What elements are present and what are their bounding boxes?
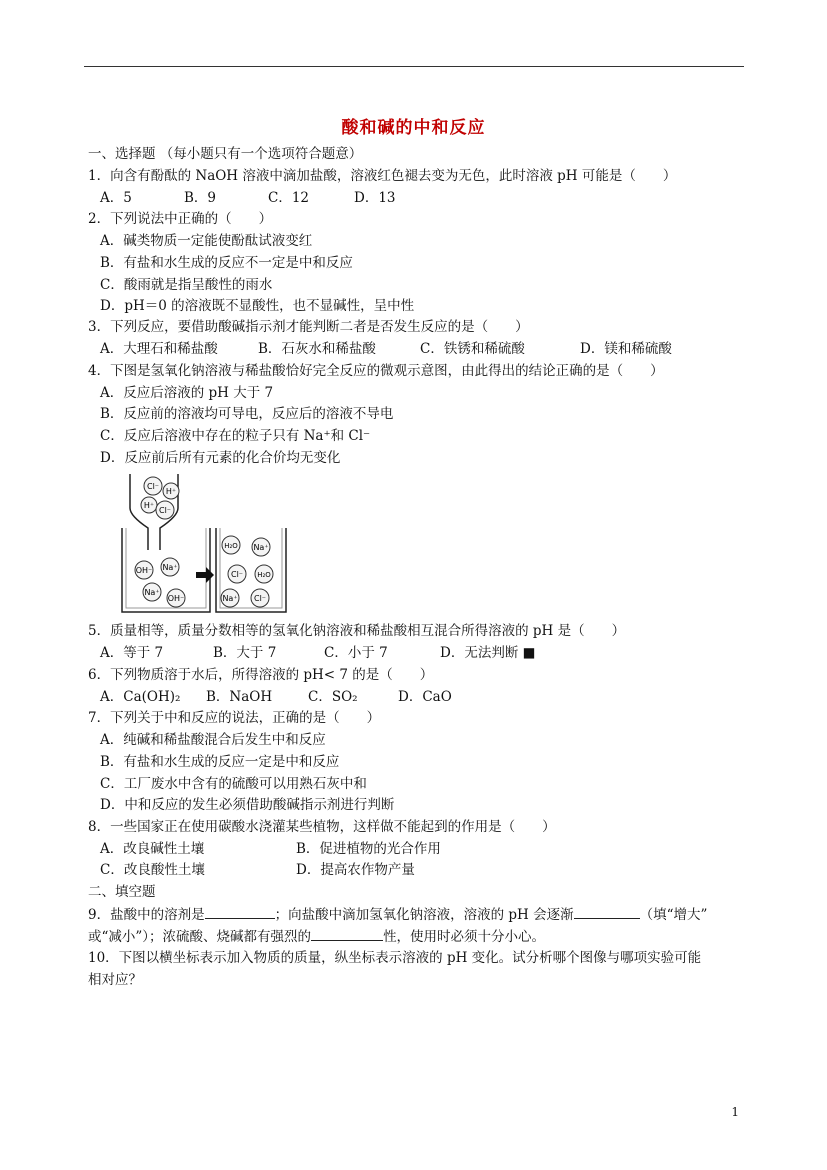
- svg-text:H⁺: H⁺: [143, 501, 155, 510]
- q7-option-c: C．工厂废水中含有的硫酸可以用熟石灰中和: [100, 776, 367, 792]
- q9-text-2: ；向盐酸中滴加氢氧化钠溶液，溶液的 pH 会逐渐: [274, 907, 574, 923]
- q6-option-d: D．CaO: [398, 689, 452, 705]
- q9-blank-1[interactable]: [205, 905, 275, 919]
- section-heading-fill: 二、填空题: [88, 884, 156, 900]
- page-number: 1: [731, 1105, 739, 1119]
- q3-option-a: A．大理石和稀盐酸: [100, 341, 218, 357]
- page-title: 酸和碱的中和反应: [341, 118, 486, 138]
- right-ion-1: [222, 536, 240, 554]
- funnel-ion-4: [156, 501, 174, 519]
- q3-option-b: B．石灰水和稀盐酸: [258, 341, 376, 357]
- q8-options-row1: [100, 840, 441, 858]
- q9-text-1: 9．盐酸中的溶剂是: [88, 907, 205, 923]
- q7-option-a: A．纯碱和稀盐酸混合后发生中和反应: [100, 732, 326, 748]
- svg-text:H⁺: H⁺: [165, 487, 177, 496]
- q3-option-d: D．镁和稀硫酸: [580, 341, 672, 357]
- q9-text-3: （填“增大”: [639, 907, 708, 923]
- q8-stem: 8．一些国家正在使用碳酸水浇灌某些植物，这样做不能起到的作用是（ ）: [88, 819, 556, 835]
- left-ion-3: [143, 583, 161, 601]
- q6-option-b: B．NaOH: [206, 689, 273, 705]
- arrow-icon: [196, 567, 214, 583]
- svg-text:Na⁺: Na⁺: [222, 594, 238, 603]
- left-ion-4: [167, 589, 185, 607]
- q4-stem: 4．下图是氢氧化钠溶液与稀盐酸恰好完全反应的微观示意图，由此得出的结论正确的是（ ）: [88, 363, 664, 379]
- q1-option-a: A．5: [100, 190, 132, 206]
- q6-option-c: C．SO₂: [308, 689, 358, 705]
- funnel-ion-3: [141, 497, 157, 513]
- q9-text-4: 或“减小”）；浓硫酸、烧碱都有强烈的: [88, 929, 312, 945]
- q9-text-5: 性，使用时必须十分小心。: [383, 929, 546, 945]
- q6-option-a: A．Ca(OH)₂: [100, 689, 181, 705]
- q2-option-a: A．碱类物质一定能使酚酞试液变红: [100, 233, 313, 249]
- q10-line2: 相对应？: [88, 972, 142, 988]
- funnel-ion-2: [163, 483, 179, 499]
- q1-options: [100, 189, 396, 207]
- q2-option-c: C．酸雨就是指呈酸性的雨水: [100, 277, 273, 293]
- svg-text:Na⁺: Na⁺: [253, 543, 269, 552]
- q8-option-b: B．促进植物的光合作用: [296, 841, 441, 857]
- svg-text:Cl⁻: Cl⁻: [253, 594, 267, 603]
- q5-option-a: A．等于 7: [100, 645, 164, 661]
- svg-text:OH⁻: OH⁻: [135, 566, 153, 575]
- svg-text:Cl⁻: Cl⁻: [230, 570, 244, 579]
- svg-text:Na⁺: Na⁺: [162, 563, 178, 572]
- section-heading-choice: 一、选择题 （每小题只有一个选项符合题意）: [88, 146, 363, 162]
- left-ion-1: [135, 561, 153, 579]
- q5-option-c: C．小于 7: [324, 645, 388, 661]
- svg-text:Cl⁻: Cl⁻: [158, 506, 172, 515]
- q4-option-d: D．反应前后所有元素的化合价均无变化: [100, 450, 341, 466]
- q9-blank-3[interactable]: [311, 927, 383, 941]
- q7-option-d: D．中和反应的发生必须借助酸碱指示剂进行判断: [100, 797, 395, 813]
- q1-stem: 1．向含有酚酞的 NaOH 溶液中滴加盐酸，溶液红色褪去变为无色，此时溶液 pH 可能是（ ）: [88, 168, 677, 184]
- q8-options-row2: [100, 861, 415, 879]
- right-ion-5: [221, 589, 239, 607]
- svg-text:H₂O: H₂O: [257, 571, 271, 579]
- q5-option-b: B．大于 7: [213, 645, 277, 661]
- svg-text:Cl⁻: Cl⁻: [146, 482, 160, 491]
- q4-option-c: C．反应后溶液中存在的粒子只有 Na⁺和 Cl⁻: [100, 428, 371, 444]
- funnel-ion-1: [144, 477, 162, 495]
- q6-stem: 6．下列物质溶于水后，所得溶液的 pH< 7 的是（ ）: [88, 667, 434, 683]
- q9-line2: [88, 927, 545, 946]
- q1-option-b: B．9: [184, 190, 217, 206]
- left-ion-2: [161, 558, 179, 576]
- q4-option-b: B．反应前的溶液均可导电，反应后的溶液不导电: [100, 406, 394, 422]
- right-ion-6: [251, 589, 269, 607]
- q3-options: [100, 340, 672, 358]
- q7-stem: 7．下列关于中和反应的说法，正确的是（ ）: [88, 710, 381, 726]
- q3-option-c: C．铁锈和稀硫酸: [420, 341, 525, 357]
- q6-options: [100, 688, 452, 706]
- q2-stem: 2．下列说法中正确的（ ）: [88, 211, 273, 227]
- svg-text:H₂O: H₂O: [224, 542, 238, 550]
- q5-option-d: D．无法判断 ■: [440, 645, 536, 661]
- right-ion-4: [255, 565, 273, 583]
- q2-option-b: B．有盐和水生成的反应不一定是中和反应: [100, 255, 353, 271]
- q8-option-d: D．提高农作物产量: [296, 862, 415, 878]
- q4-option-a: A．反应后溶液的 pH 大于 7: [100, 385, 274, 401]
- right-ion-2: [252, 538, 270, 556]
- header-rule: [84, 66, 744, 67]
- q1-option-d: D．13: [354, 190, 396, 206]
- q9-blank-2[interactable]: [574, 905, 640, 919]
- q9-line1: [88, 905, 707, 924]
- svg-text:Na⁺: Na⁺: [144, 588, 160, 597]
- q2-option-d: D．pH＝0 的溶液既不显酸性，也不显碱性，呈中性: [100, 298, 415, 314]
- q5-options: [100, 644, 535, 662]
- q7-option-b: B．有盐和水生成的反应一定是中和反应: [100, 754, 340, 770]
- q10-line1: 10．下图以横坐标表示加入物质的质量，纵坐标表示溶液的 pH 变化。试分析哪个图像与哪项实验可能: [88, 950, 702, 966]
- svg-text:OH⁻: OH⁻: [167, 594, 185, 603]
- right-ion-3: [228, 565, 246, 583]
- q5-stem: 5．质量相等，质量分数相等的氢氧化钠溶液和稀盐酸相互混合所得溶液的 pH 是（ ）: [88, 623, 626, 639]
- q1-option-c: C．12: [268, 190, 310, 206]
- q8-option-a: A．改良碱性土壤: [100, 841, 205, 857]
- q8-option-c: C．改良酸性土壤: [100, 862, 205, 878]
- neutralization-diagram: [118, 470, 290, 618]
- q3-stem: 3．下列反应，要借助酸碱指示剂才能判断二者是否发生反应的是（ ）: [88, 319, 529, 335]
